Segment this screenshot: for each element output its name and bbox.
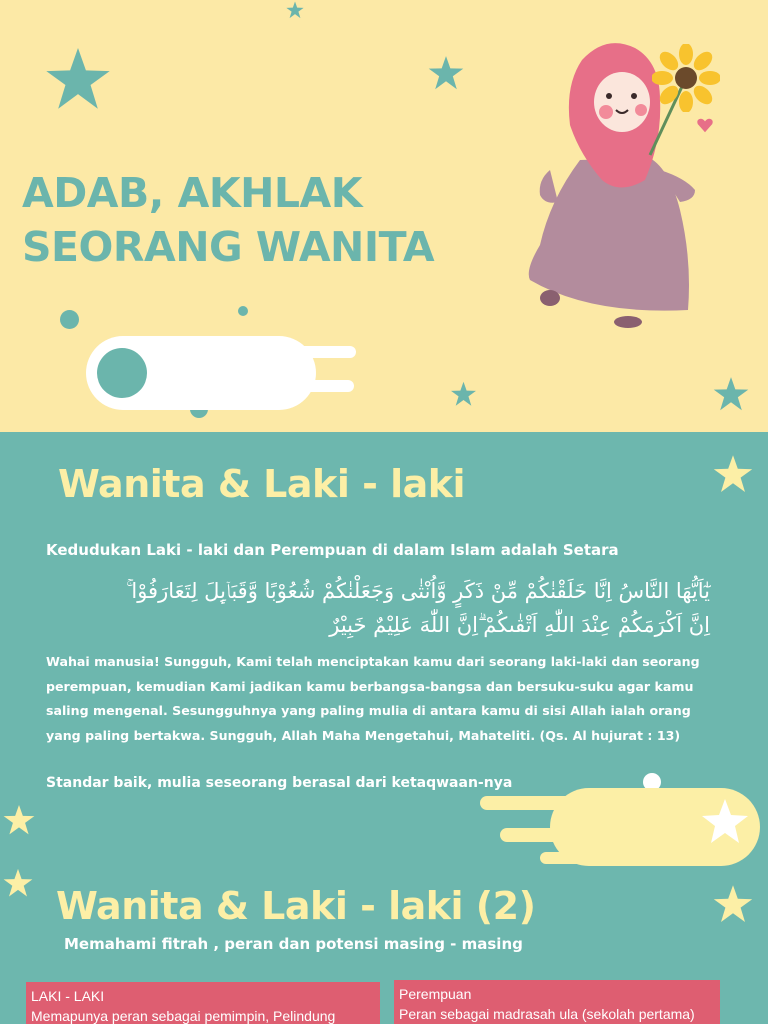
star-icon: [712, 884, 754, 924]
star-icon: [712, 376, 750, 412]
section-heading-2: Wanita & Laki - laki (2): [56, 884, 536, 928]
decor-dot: [238, 306, 248, 316]
sunflower-icon: [652, 44, 720, 112]
star-icon: [427, 55, 465, 91]
perempuan-title: Perempuan: [399, 986, 472, 1002]
comet-icon: [86, 336, 358, 414]
verse-translation: Wahai manusia! Sungguh, Kami telah menciptakan kamu dari seorang laki-laki dan seorang perempuan, kemudian Kami jadikan kamu berbangsa-bangsa dan bersuku-suku agar kamu saling mengenal. Sesungguhnya yang paling mulia di antara kamu di sisi Allah ialah orang yang paling bertakwa. Sungguh, Allah Maha Mengetahui, Mahateliti. (Qs. Al hujurat : 13): [46, 654, 700, 743]
section-subtitle: Memahami fitrah , peran dan potensi masing - masing: [64, 935, 523, 953]
laki-laki-title: LAKI - LAKI: [31, 988, 105, 1004]
star-icon: [42, 46, 114, 112]
section-heading-1: Wanita & Laki - laki: [58, 462, 466, 506]
star-icon: [286, 1, 304, 19]
heart-icon: [696, 116, 714, 134]
conclusion-text: Standar baik, mulia seseorang berasal dari ketaqwaan-nya: [46, 775, 513, 791]
title-line-1: ADAB, AKHLAK: [22, 169, 363, 217]
decor-dot: [60, 310, 79, 329]
star-icon: [712, 454, 754, 494]
laki-laki-role: Memapunya peran sebagai pemimpin, Pelindung: [31, 1008, 336, 1024]
perempuan-role: Peran sebagai madrasah ula (sekolah pertama): [399, 1006, 695, 1022]
page-title: [22, 166, 502, 274]
quran-verse-arabic: يٰٓاَيُّهَا النَّاسُ اِنَّا خَلَقْنٰكُمْ مِّنْ ذَكَرٍ وَّاُنْثٰى وَجَعَلْنٰكُمْ شُعُوْبًا وَّقَبَاۤىِٕلَ لِتَعَارَفُوْا ۚ اِنَّ اَكْرَمَكُمْ عِنْدَ اللّٰهِ اَتْقٰىكُمْ ۗاِنَّ اللّٰهَ عَلِيْمٌ خَبِيْرٌ: [126, 579, 710, 637]
title-line-2: SEORANG WANITA: [22, 223, 435, 271]
statement-text: Kedudukan Laki - laki dan Perempuan di dalam Islam adalah Setara: [46, 541, 619, 559]
star-icon: [450, 381, 477, 407]
star-icon: [2, 804, 36, 836]
perempuan-box: [394, 980, 720, 1024]
laki-laki-box: [26, 982, 380, 1024]
star-icon: [2, 868, 34, 898]
header-section: [0, 0, 768, 432]
